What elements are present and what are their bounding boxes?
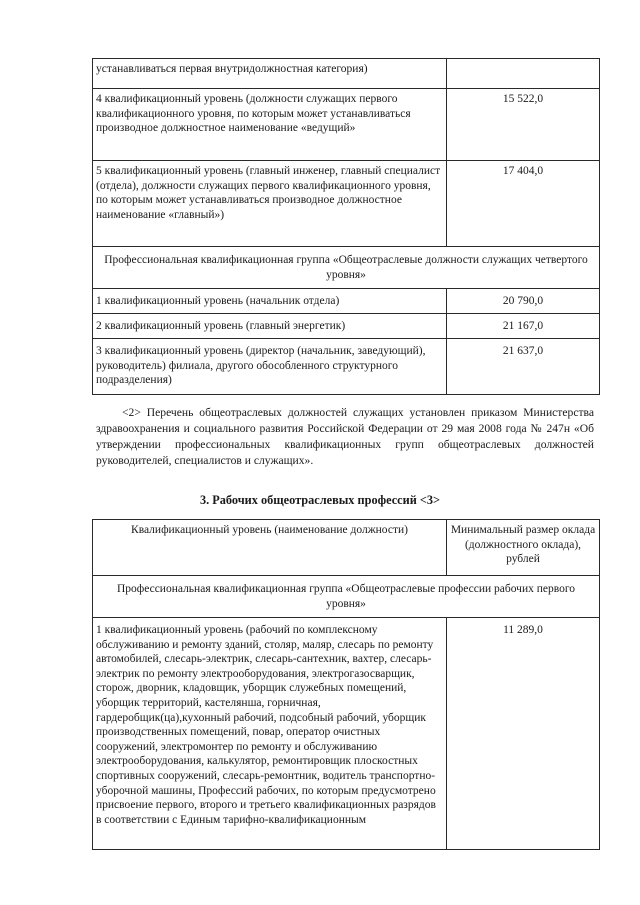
- position-cell: 2 квалификационный уровень (главный энергетик): [93, 314, 447, 339]
- table-row: [93, 89, 600, 161]
- position-cell: 5 квалификационный уровень (главный инженер, главный специалист (отдела), должности служащих первого квалификационного уровня, по которым может устанавливаться производное должностное наименование «главный»): [93, 161, 447, 247]
- position-cell: устанавливаться первая внутридолжностная категория): [93, 59, 447, 89]
- table-header-row: [93, 520, 600, 576]
- footnote: [96, 405, 594, 469]
- section-title: 3. Рабочих общеотраслевых профессий <3>: [199, 493, 441, 507]
- salary-table-workers: [92, 519, 600, 850]
- table-row: [93, 576, 600, 618]
- salary-cell: 17 404,0: [447, 161, 600, 247]
- salary-cell: 20 790,0: [447, 289, 600, 314]
- position-cell: 1 квалификационный уровень (рабочий по комплексному обслуживанию и ремонту зданий, столяр, маляр, слесарь по ремонту автомобилей, слесарь-электрик, слесарь-сантехник, вахтер, слесарь-электрик по ремонту электрооборудования, электрогазосварщик, сторож, дворник, кладовщик, уборщик служебных помещений, уборщик территорий, кастелянша, горничная, гардеробщик(ца),кухонный рабочий, подсобный рабочий, уборщик производственных помещений, повар, оператор очистных сооружений, электромонтер по ремонту и обслуживанию электрооборудования, калькулятор, ремонтировщик плоскостных спортивных сооружений, слесарь-ремонтник, водитель транспортно-уборочной машины, Профессий рабочих, по которым предусмотрено присвоение первого, второго и третьего квалификационных разрядов в соответствии с Единым тарифно-квалификационным: [93, 618, 447, 850]
- salary-cell: 11 289,0: [447, 618, 600, 850]
- table-row: [93, 314, 600, 339]
- salary-cell: 15 522,0: [447, 89, 600, 161]
- column-header-position: Квалификационный уровень (наименование должности): [93, 520, 447, 576]
- position-cell: 1 квалификационный уровень (начальник отдела): [93, 289, 447, 314]
- salary-cell: 21 167,0: [447, 314, 600, 339]
- salary-table-employees: [92, 58, 600, 395]
- group-heading: Профессиональная квалификационная группа «Общеотраслевые профессии рабочих первого уровня»: [93, 576, 600, 618]
- salary-cell: [447, 59, 600, 89]
- salary-cell: 21 637,0: [447, 339, 600, 395]
- table-row: [93, 339, 600, 395]
- group-heading: Профессиональная квалификационная группа «Общеотраслевые должности служащих четвертого уровня»: [93, 247, 600, 289]
- table-row: [93, 59, 600, 89]
- position-cell: 4 квалификационный уровень (должности служащих первого квалификационного уровня, по которым может устанавливаться производное должностное наименование «ведущий»: [93, 89, 447, 161]
- footnote-text: <2> Перечень общеотраслевых должностей служащих установлен приказом Министерства здравоохранения и социального развития Российской Федерации от 29 мая 2008 года № 247н «Об утверждении профессиональных квалификационных групп общеотраслевых должностей руководителей, специалистов и служащих».: [96, 406, 594, 467]
- position-cell: 3 квалификационный уровень (директор (начальник, заведующий), руководитель) филиала, другого обособленного структурного подразделения): [93, 339, 447, 395]
- table-row: [93, 618, 600, 850]
- column-header-salary: Минимальный размер оклада (должностного оклада), рублей: [447, 520, 600, 576]
- table-row: [93, 161, 600, 247]
- table-row: [93, 247, 600, 289]
- table-row: [93, 289, 600, 314]
